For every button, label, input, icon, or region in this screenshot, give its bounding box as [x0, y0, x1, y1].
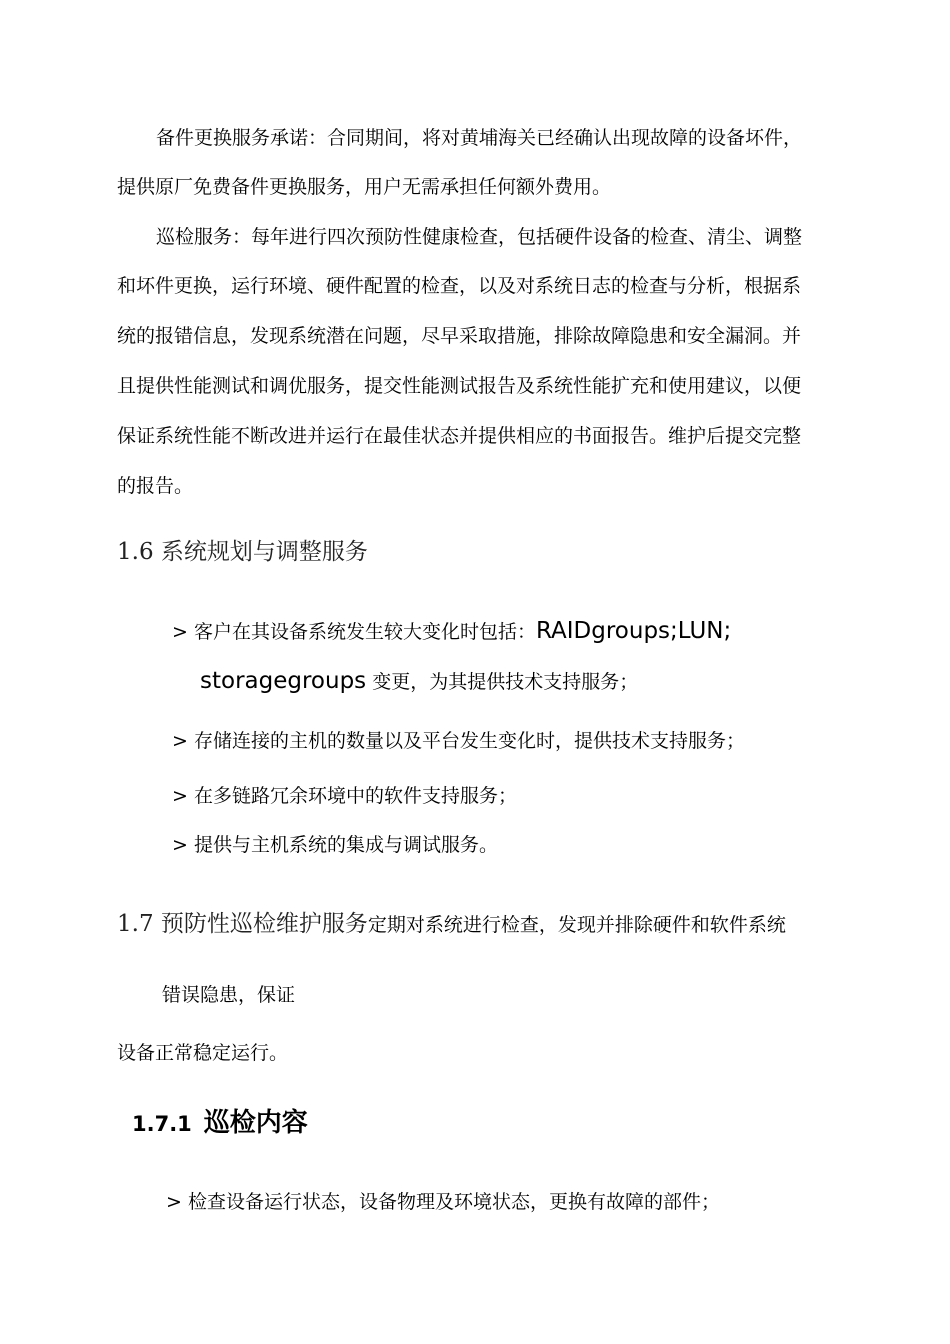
section-heading-1-7-tail: 定期对系统进行检查，发现并排除硬件和软件系统 [367, 914, 786, 936]
section-1-7-1-title: 巡检内容 [203, 1108, 308, 1138]
bullet-system-change-line1 [172, 617, 731, 646]
paragraph-inspection-line5: 保证系统性能不断改进并运行在最佳状态并提供相应的书面报告。维护后提交完整 [117, 425, 802, 447]
paragraph-spare-parts-line1: 备件更换服务承诺：合同期间，将对黄埔海关已经确认出现故障的设备坏件， [156, 127, 803, 149]
paragraph-inspection-line4: 且提供性能测试和调优服务，提交性能测试报告及系统性能扩充和使用建议，以便 [117, 375, 802, 397]
bullet-system-change-raid: RAIDgroups;LUN; [535, 618, 732, 644]
paragraph-spare-parts-line2: 提供原厂免费备件更换服务，用户无需承担任何额外费用。 [117, 176, 612, 198]
bullet-integration-service: > 提供与主机系统的集成与调试服务。 [172, 834, 498, 856]
section-1-7-1-number: 1.7.1 [132, 1112, 192, 1136]
bullet-system-change-storage: storagegroups [200, 668, 367, 694]
paragraph-inspection-line6: 的报告。 [117, 475, 194, 497]
paragraph-inspection-line1: 巡检服务：每年进行四次预防性健康检查，包括硬件设备的检查、清尘、调整 [156, 226, 803, 248]
section-1-7-line2: 错误隐患，保证 [162, 984, 296, 1006]
section-heading-1-7-title: 1.7 预防性巡检维护服务 [117, 911, 368, 937]
paragraph-inspection-line3: 统的报错信息，发现系统潜在问题，尽早采取措施，排除故障隐患和安全漏洞。并 [117, 325, 802, 347]
bullet-check-device-status: > 检查设备运行状态，设备物理及环境状态，更换有故障的部件； [166, 1191, 720, 1213]
section-heading-1-7-1 [132, 1107, 308, 1140]
bullet-system-change-suffix: 变更，为其提供技术支持服务； [366, 671, 639, 693]
bullet-system-change-line2 [200, 667, 638, 696]
section-1-7-line3: 设备正常稳定运行。 [117, 1042, 289, 1064]
section-heading-1-7 [117, 910, 786, 939]
bullet-host-change: > 存储连接的主机的数量以及平台发生变化时，提供技术支持服务； [172, 730, 745, 752]
section-heading-1-6: 1.6 系统规划与调整服务 [117, 539, 368, 565]
bullet-multipath-support: > 在多链路冗余环境中的软件支持服务； [172, 785, 517, 807]
bullet-system-change-text: > 客户在其设备系统发生较大变化时包括： [172, 621, 536, 643]
paragraph-inspection-line2: 和坏件更换，运行环境、硬件配置的检查，以及对系统日志的检查与分析，根据系 [117, 275, 802, 297]
